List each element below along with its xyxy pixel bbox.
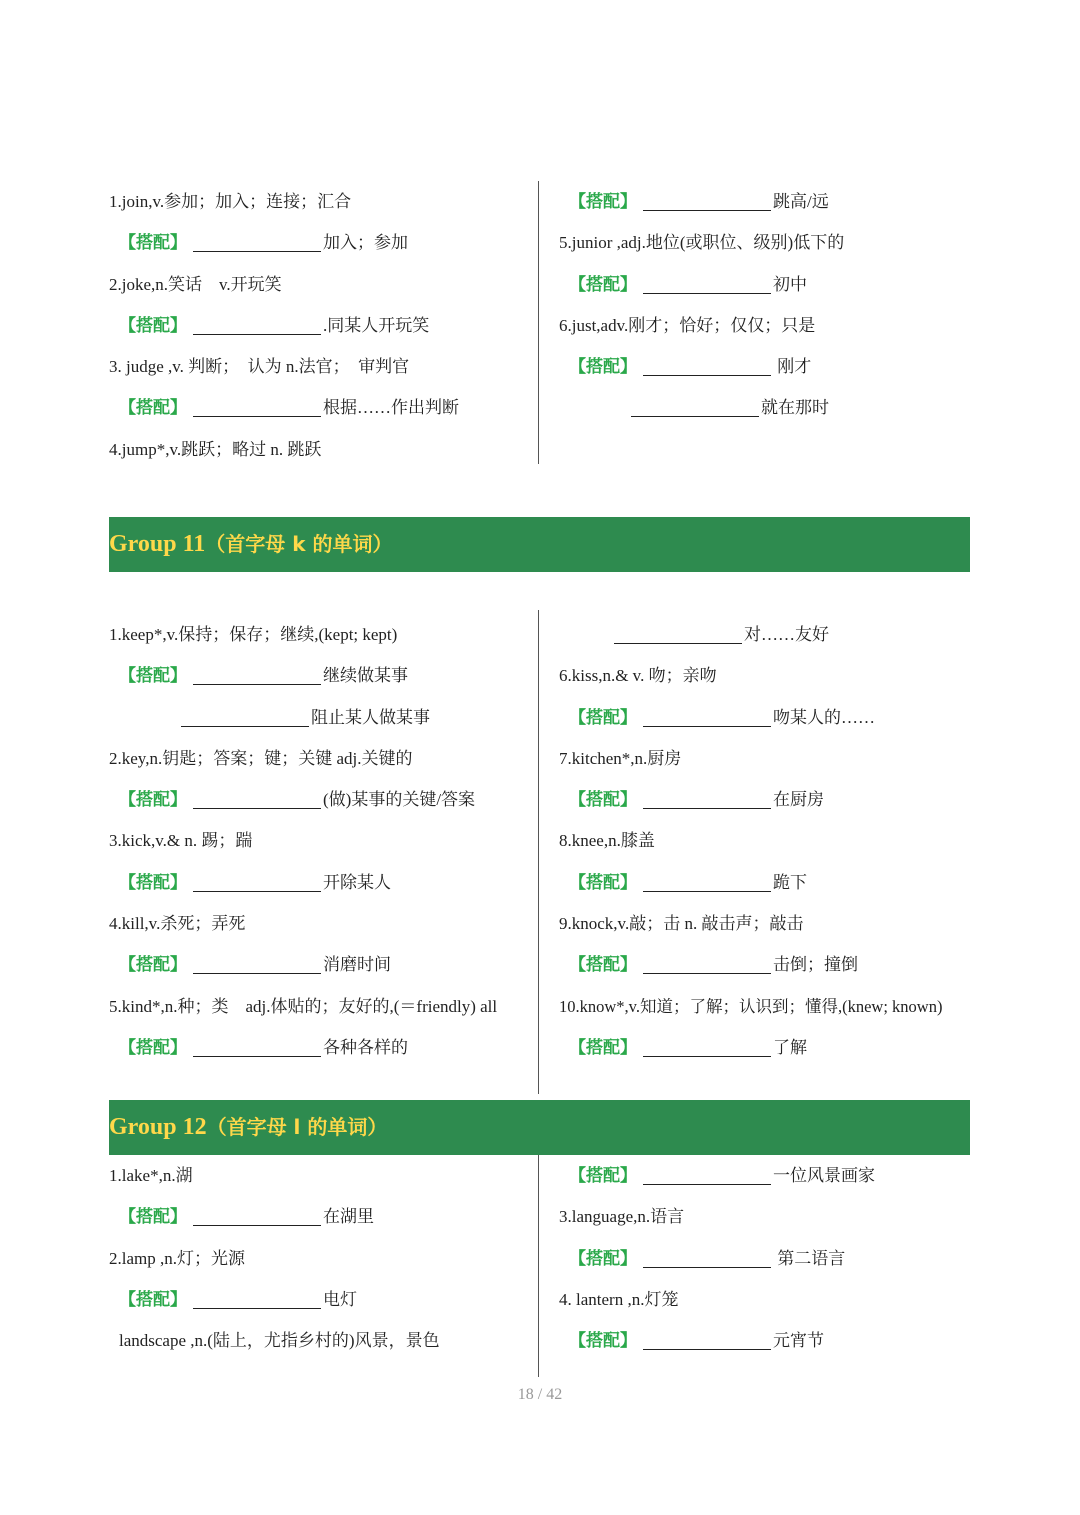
entry-knock: 9.knock,v.敲；击 n. 敲击声；敲击 <box>559 914 804 934</box>
collocation-tag: 【搭配】 <box>569 955 637 976</box>
fill-blank[interactable] <box>643 951 771 974</box>
collocation-tag: 【搭配】 <box>119 233 187 254</box>
collocation-tag: 【搭配】 <box>119 1207 187 1228</box>
fill-blank[interactable] <box>643 1034 771 1057</box>
collocation-continued: 对……友好 <box>559 614 979 655</box>
collocation: 【搭配】 初中 <box>559 264 979 305</box>
right-column <box>559 1155 979 1361</box>
entry-jump: 4.jump*,v.跳跃；略过 n. 跳跃 <box>109 439 322 459</box>
collocation-tag: 【搭配】 <box>569 1166 637 1186</box>
fill-blank[interactable] <box>643 786 771 809</box>
collocation-tag: 【搭配】 <box>569 1331 637 1352</box>
collocation: 【搭配】 吻某人的…… <box>559 697 979 738</box>
fill-blank[interactable] <box>193 1034 321 1057</box>
group-title: Group 11 <box>109 531 206 557</box>
entry-lantern: 4. lantern ,n.灯笼 <box>559 1289 679 1309</box>
collocation-tag: 【搭配】 <box>119 315 187 336</box>
entry-kiss: 6.kiss,n.& v. 吻；亲吻 <box>559 666 717 686</box>
fill-blank[interactable] <box>193 951 321 974</box>
collocation: 【搭配】 (做)某事的关键/答案 <box>109 779 529 820</box>
collocation: 【搭配】 第二语言 <box>559 1238 979 1279</box>
page-number: 18 / 42 <box>517 1386 563 1403</box>
collocation: 【搭配】 继续做某事 <box>109 655 529 696</box>
fill-blank[interactable] <box>193 662 321 685</box>
collocation-tag: 【搭配】 <box>119 872 187 893</box>
collocation: 【搭配】 跪下 <box>559 862 979 903</box>
collocation-tag: 【搭配】 <box>119 1037 187 1058</box>
collocation: 【搭配】 电灯 <box>109 1279 529 1320</box>
collocation-tag: 【搭配】 <box>569 1248 637 1269</box>
fill-blank[interactable] <box>193 1203 321 1226</box>
entry-kind: 5.kind*,n.种；类 adj.体贴的；友好的,(＝friendly) all <box>109 996 498 1016</box>
entry-join: 1.join,v.参加；加入；连接；汇合 <box>109 192 352 211</box>
fill-blank[interactable] <box>643 869 771 892</box>
entry-key: 2.key,n.钥匙；答案；键；关键 adj.关键的 <box>109 748 413 768</box>
fill-blank[interactable] <box>643 188 771 211</box>
group-11-banner <box>109 517 970 572</box>
collocation: 【搭配】 开除某人 <box>109 862 529 903</box>
fill-blank[interactable] <box>181 704 309 727</box>
column-divider <box>538 1155 539 1377</box>
left-column <box>109 1155 529 1361</box>
collocation: 【搭配】 一位风景画家 <box>559 1155 979 1196</box>
collocation: 【搭配】 了解 <box>559 1027 979 1068</box>
group-subtitle: （首字母 l 的单词） <box>206 1115 388 1139</box>
collocation: 【搭配】 在厨房 <box>559 779 979 820</box>
entry-lake: 1.lake*,n.湖 <box>109 1166 193 1185</box>
right-column <box>559 181 979 429</box>
collocation-tag: 【搭配】 <box>569 274 637 295</box>
collocation-continued: 阻止某人做某事 <box>109 697 529 738</box>
collocation: 【搭配】 击倒；撞倒 <box>559 944 979 985</box>
fill-blank[interactable] <box>643 1327 771 1350</box>
fill-blank[interactable] <box>193 229 321 252</box>
collocation-tag: 【搭配】 <box>569 192 637 212</box>
entry-know: 10.know*,v.知道；了解；认识到；懂得,(knew; known) <box>559 996 943 1016</box>
collocation-tag: 【搭配】 <box>569 790 637 811</box>
right-column <box>559 614 979 1068</box>
fill-blank[interactable] <box>643 1245 771 1268</box>
fill-blank[interactable] <box>643 353 771 376</box>
group-subtitle: （首字母 k 的单词） <box>205 532 393 556</box>
fill-blank[interactable] <box>643 271 771 294</box>
group-12-banner <box>109 1100 970 1155</box>
collocation-tag: 【搭配】 <box>119 666 187 687</box>
fill-blank[interactable] <box>193 786 321 809</box>
fill-blank[interactable] <box>193 869 321 892</box>
fill-blank[interactable] <box>631 394 759 417</box>
collocation: 【搭配】 各种各样的 <box>109 1027 529 1068</box>
left-column <box>109 181 529 470</box>
collocation-tag: 【搭配】 <box>119 1289 187 1310</box>
entry-keep: 1.keep*,v.保持；保存；继续,(kept; kept) <box>109 625 398 644</box>
entry-lamp: 2.lamp ,n.灯；光源 <box>109 1248 245 1268</box>
fill-blank[interactable] <box>193 394 321 417</box>
collocation: 【搭配】 刚才 <box>559 346 979 387</box>
collocation-tag: 【搭配】 <box>569 357 637 378</box>
fill-blank[interactable] <box>643 1162 771 1185</box>
entry-knee: 8.knee,n.膝盖 <box>559 831 655 851</box>
fill-blank[interactable] <box>193 1286 321 1309</box>
fill-blank[interactable] <box>643 704 771 727</box>
collocation-tag: 【搭配】 <box>569 707 637 728</box>
entry-kill: 4.kill,v.杀死；弄死 <box>109 914 246 934</box>
entry-just: 6.just,adv.刚才；恰好；仅仅；只是 <box>559 315 816 335</box>
collocation-tag: 【搭配】 <box>569 872 637 893</box>
collocation: 【搭配】 消磨时间 <box>109 944 529 985</box>
entry-joke: 2.joke,n.笑话 v.开玩笑 <box>109 274 282 294</box>
entry-landscape: landscape ,n.(陆上，尤指乡村的)风景，景色 <box>119 1331 440 1351</box>
group-title: Group 12 <box>109 1114 207 1140</box>
collocation: 【搭配】 跳高/远 <box>559 181 979 222</box>
collocation-tag: 【搭配】 <box>569 1037 637 1058</box>
collocation-continued: 就在那时 <box>559 387 979 428</box>
collocation-tag: 【搭配】 <box>119 398 187 419</box>
entry-kick: 3.kick,v.& n. 踢；踹 <box>109 831 253 851</box>
left-column <box>109 614 529 1068</box>
collocation: 【搭配】 在湖里 <box>109 1196 529 1237</box>
entry-kitchen: 7.kitchen*,n.厨房 <box>559 748 682 768</box>
fill-blank[interactable] <box>193 312 321 335</box>
collocation: 【搭配】 加入；参加 <box>109 222 529 263</box>
collocation: 【搭配】 .同某人开玩笑 <box>109 305 529 346</box>
column-divider <box>538 181 539 464</box>
collocation: 【搭配】 根据……作出判断 <box>109 387 529 428</box>
collocation-tag: 【搭配】 <box>119 955 187 976</box>
entry-language: 3.language,n.语言 <box>559 1207 685 1227</box>
entry-junior: 5.junior ,adj.地位(或职位、级别)低下的 <box>559 233 845 253</box>
entry-judge: 3. judge ,v. 判断； 认为 n.法官； 审判官 <box>109 357 410 377</box>
fill-blank[interactable] <box>614 621 742 644</box>
column-divider <box>538 610 539 1094</box>
collocation: 【搭配】 元宵节 <box>559 1320 979 1361</box>
collocation-tag: 【搭配】 <box>119 790 187 811</box>
